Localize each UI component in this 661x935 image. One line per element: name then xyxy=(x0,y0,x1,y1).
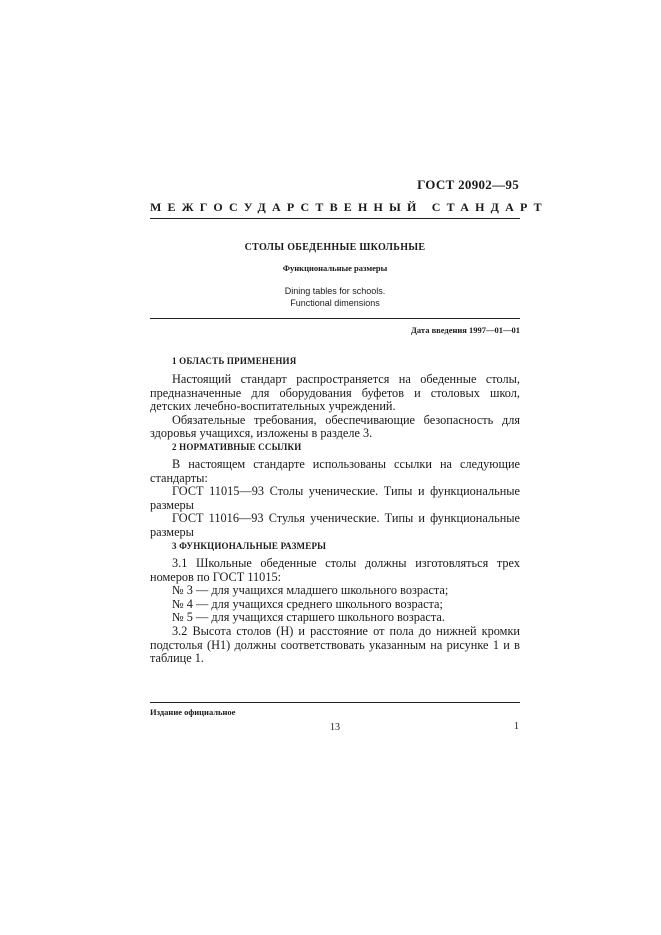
document-title: СТОЛЫ ОБЕДЕННЫЕ ШКОЛЬНЫЕ xyxy=(244,242,426,253)
section-1-paragraph-1: Настоящий стандарт распространяется на обеденные столы, предназначенные для оборудования буфетов и столовых школ, детских лечебно-воспитательных учреждений. xyxy=(150,372,520,414)
english-title-line2: Functional dimensions xyxy=(290,298,380,308)
section-3-heading: 3 ФУНКЦИОНАЛЬНЫЕ РАЗМЕРЫ xyxy=(172,541,327,551)
document-subtitle: Функциональные размеры xyxy=(282,263,388,273)
interstate-standard-label: МЕЖГОСУДАРСТВЕННЫЙ СТАНДАРТ xyxy=(150,200,548,214)
gost-11016-reference: ГОСТ 11016—93 Стулья ученические. Типы и функциональные размеры xyxy=(150,511,520,539)
official-edition-label: Издание официальное xyxy=(150,707,236,717)
table-number-3: № 3 — для учащихся младшего школьного возраста; xyxy=(172,583,449,598)
section-2-heading: 2 НОРМАТИВНЫЕ ССЫЛКИ xyxy=(172,442,302,452)
section-1-heading: 1 ОБЛАСТЬ ПРИМЕНЕНИЯ xyxy=(172,356,297,366)
footer-divider xyxy=(150,702,520,703)
page-number-center: 13 xyxy=(330,722,340,733)
title-divider xyxy=(150,318,520,319)
gost-number: ГОСТ 20902—95 xyxy=(417,177,519,192)
introduction-date: Дата введения 1997—01—01 xyxy=(411,325,520,335)
page-number-right: 1 xyxy=(514,721,519,732)
section-1-paragraph-2: Обязательные требования, обеспечивающие безопасность для здоровья учащихся, изложены в разделе 3. xyxy=(150,412,520,441)
section-3-body xyxy=(150,557,520,666)
section-1-body xyxy=(150,373,520,441)
table-number-4: № 4 — для учащихся среднего школьного возраста; xyxy=(172,596,443,611)
clause-3-1: 3.1 Школьные обеденные столы должны изготовляться трех номеров по ГОСТ 11015: xyxy=(150,556,520,584)
clause-3-2: 3.2 Высота столов (H) и расстояние от пола до нижней кромки подстолья (H1) должны соответствовать указанным на рисунке 1 и в таблице 1. xyxy=(150,623,520,666)
section-2-body xyxy=(150,458,520,540)
english-title-line1: Dining tables for schools. xyxy=(284,286,386,296)
gost-11015-reference: ГОСТ 11015—93 Столы ученические. Типы и функциональные размеры xyxy=(150,484,520,512)
header-divider xyxy=(150,218,520,219)
table-number-5: № 5 — для учащихся старшего школьного возраста. xyxy=(172,610,445,625)
section-2-paragraph-1: В настоящем стандарте использованы ссылки на следующие стандарты: xyxy=(150,457,520,485)
